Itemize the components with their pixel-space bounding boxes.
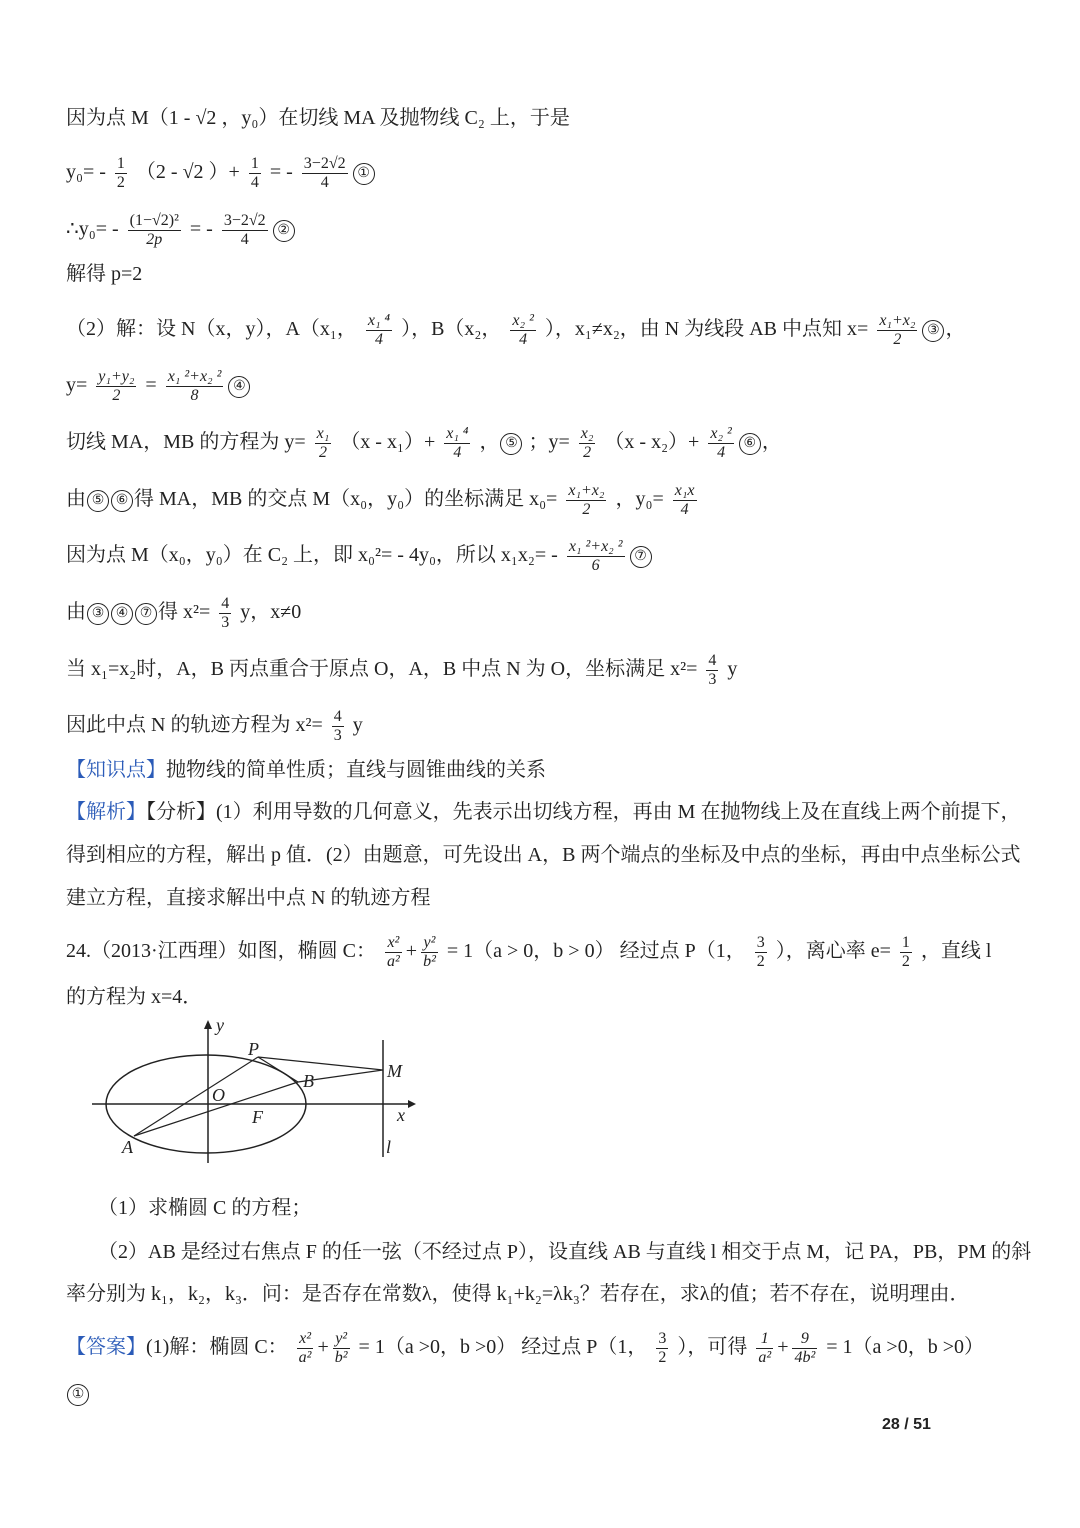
text: = xyxy=(145,374,157,397)
text: 由 xyxy=(66,488,86,511)
part-1: （1）求椭圆 C 的方程； xyxy=(98,1197,312,1219)
analysis-line-2: 得到相应的方程，解出 p 值．(2）由题意，可先设出 A，B 两个端点的坐标及中点的坐标，再由中点坐标公式 xyxy=(66,844,1021,866)
text: ），B（x₂， xyxy=(401,318,502,341)
analysis-text: 【分析】(1）利用导数的几何意义，先表示出切线方程，再由 M 在抛物线上及在直线上两个前提下， xyxy=(146,801,1021,823)
circled-number: ⑦ xyxy=(135,603,157,625)
analysis-line-1 xyxy=(66,800,1020,824)
fraction: $\frac{\text{x₁}}{2}$ xyxy=(316,425,330,461)
text: 因为点 M（x₀，y₀）在 C₂ 上，即 x₀²= - 4y₀，所以 x₁x₂= - xyxy=(66,544,558,567)
line-6 xyxy=(66,368,251,405)
circled-number: ⑤ xyxy=(87,490,109,512)
line-10 xyxy=(66,595,301,632)
text: （2 - √2 ）+ xyxy=(135,161,240,184)
fraction: $\frac{\text{x₁+x₂}}{2}$ xyxy=(568,482,605,518)
label-o: O xyxy=(212,1085,225,1105)
fraction: $\frac{\text{(1−√2)²}}{2p}$ xyxy=(129,212,179,248)
ellipse-figure xyxy=(90,1015,430,1165)
circled-number: ① xyxy=(67,1384,89,1406)
text: y= xyxy=(66,374,88,397)
circled-number: ② xyxy=(273,220,295,242)
knowledge-point xyxy=(66,758,546,782)
fraction: $\frac{\text{x₁ ⁴}}{4}$ xyxy=(367,312,391,348)
text: = 1（a >0，b >0） xyxy=(826,1336,984,1359)
circled-number: ⑥ xyxy=(739,433,761,455)
text: 24.（2013·江西理）如图，椭圆 C： xyxy=(66,940,376,963)
label-x: x xyxy=(397,1105,405,1125)
fraction: $\frac{3}{2}$ xyxy=(658,1330,667,1366)
question-24-cont: 的方程为 x=4． xyxy=(66,986,203,1008)
circled-number: ④ xyxy=(111,603,133,625)
label-b: B xyxy=(303,1071,314,1091)
text: ；y= xyxy=(528,431,570,454)
text: ，直线 l xyxy=(920,940,992,963)
line-7: 切线 MA，MB 的方程为 y= $\frac{\text{x₁}}{2}$ （x - x₁）+ $\frac{\text{x₁ ⁴}}{4}$ ， ⑤ ；y= $\frac{\text{x₂}}{2}$ （x - x₂）+ $\frac{\text{x₂ ²}}{4}$ ⑥ ， xyxy=(66,425,782,461)
fraction: $\frac{\text{x₂}}{2}$ xyxy=(580,425,594,461)
fraction: $\frac{1}{4}$ xyxy=(250,155,259,191)
text: y，x≠0 xyxy=(240,601,302,624)
fraction: $\frac{\text{y²}}{\text{b²}}$ xyxy=(334,1330,348,1366)
fraction: $\frac{4}{3}$ xyxy=(333,708,342,744)
line-11 xyxy=(66,652,737,689)
text: = - xyxy=(269,161,293,184)
circled-number: ④ xyxy=(228,376,250,398)
text: 得 x²= xyxy=(158,601,211,624)
label-l: l xyxy=(386,1137,392,1157)
fraction: $\frac{\text{y²}}{\text{b²}}$ xyxy=(423,934,436,970)
circled-number: ① xyxy=(353,163,375,185)
line-1: 因为点 M（1 - √2 ，y₀）在切线 MA 及抛物线 C₂ 上，于是 xyxy=(66,107,570,129)
label-m: M xyxy=(387,1061,402,1081)
fraction: $\frac{\text{x²}}{\text{a²}}$ xyxy=(387,934,400,970)
text: 当 x₁=x₂时，A，B 丙点重合于原点 O，A，B 中点 N 为 O，坐标满足 x²= xyxy=(66,658,698,681)
x-axis-arrow xyxy=(408,1100,416,1108)
fraction: $\frac{3-2√2}{4}$ xyxy=(223,212,266,248)
fraction: $\frac{1}{2}$ xyxy=(116,155,125,191)
fraction: $\frac{\text{x₁+x₂}}{2}$ xyxy=(879,312,916,348)
fraction: $\frac{3}{2}$ xyxy=(756,934,765,970)
line-9 xyxy=(66,538,653,575)
answer-tag: 【答案】 xyxy=(66,1336,146,1359)
line-2 xyxy=(66,155,376,192)
circled-number: ③ xyxy=(87,603,109,625)
text: y xyxy=(352,714,363,737)
fraction: $\frac{\text{x₁ ⁴}}{4}$ xyxy=(446,425,469,461)
fraction: $\frac{\text{x₁x}}{4}$ xyxy=(674,482,695,518)
part-2-line-1: （2）AB 是经过右焦点 F 的任一弦（不经过点 P），设直线 AB 与直线 l 相交于点 M，记 PA，PB，PM 的斜 xyxy=(98,1241,1032,1263)
analysis-tag: 【解析】 xyxy=(66,801,146,823)
text: 因此中点 N 的轨迹方程为 x²= xyxy=(66,714,323,737)
line-8 xyxy=(66,482,701,519)
text: y₀= - xyxy=(66,161,106,184)
fraction: $\frac{1}{2}$ xyxy=(901,934,910,970)
text: ，y₀= xyxy=(615,488,664,511)
fraction: $\frac{\text{x₁ ²+x₂ ²}}{6}$ xyxy=(568,538,623,574)
line-5: （2）解：设 N（x，y），A（x₁， $\frac{\text{x₁ ⁴}}{4}$ ），B（x₂， $\frac{\text{x₂ ²}}{4}$ ），x₁≠x₂，由 N 为线段 AB 中点知 x= $\frac{\text{x₁+x₂}}{2}$ ③ ， xyxy=(66,312,966,348)
knowledge-point-text: 抛物线的简单性质；直线与圆锥曲线的关系 xyxy=(166,759,546,781)
text: 得 MA，MB 的交点 M（x₀，y₀）的坐标满足 x₀= xyxy=(134,488,558,511)
text: (1)解：椭圆 C： xyxy=(146,1336,288,1359)
answer-cont xyxy=(66,1382,90,1406)
line-3 xyxy=(66,212,296,249)
question-24: 24.（2013·江西理）如图，椭圆 C： $\frac{\text{x²}}{\text{a²}}$ + $\frac{\text{y²}}{\text{b²}}$ = 1（a > 0，b > 0） 经过点 P（1， $\frac{3}{2}$ ），离心率 e= $\frac{1}{2}$ ，直线 l xyxy=(66,934,992,970)
fraction: $\frac{\text{x₂ ²}}{4}$ xyxy=(710,425,732,461)
line-pa xyxy=(134,1057,258,1136)
fraction: $\frac{\text{x²}}{\text{a²}}$ xyxy=(298,1330,312,1366)
text: 由 xyxy=(66,601,86,624)
circled-number: ③ xyxy=(922,320,944,342)
knowledge-point-tag: 【知识点】 xyxy=(66,759,166,781)
text: y xyxy=(727,658,738,681)
text: = 1（a > 0，b > 0） 经过点 P（1， xyxy=(446,940,746,963)
text: = - xyxy=(189,218,213,241)
circled-number: ⑦ xyxy=(630,546,652,568)
line-4: 解得 p=2 xyxy=(66,263,143,285)
text: ∴y₀= - xyxy=(66,218,119,241)
text: （2）解：设 N（x，y），A（x₁， xyxy=(66,318,357,341)
fraction: $\frac{9}{\text{4b²}}$ xyxy=(794,1330,816,1366)
page-number: 28 / 51 xyxy=(882,1416,931,1433)
text: = 1（a >0，b >0） 经过点 P（1， xyxy=(358,1336,648,1359)
fraction: $\frac{\text{x₁ ²+x₂ ²}}{8}$ xyxy=(167,368,222,404)
text: ），x₁≠x₂，由 N 为线段 AB 中点知 x= xyxy=(544,318,869,341)
fraction: $\frac{\text{y₁+y₂}}{2}$ xyxy=(98,368,135,404)
text: ），离心率 e= xyxy=(775,940,891,963)
label-y: y xyxy=(216,1015,224,1035)
fraction: $\frac{1}{\text{a²}}$ xyxy=(758,1330,772,1366)
fraction: $\frac{4}{3}$ xyxy=(221,595,230,631)
text: ， xyxy=(479,431,500,454)
part-2-line-2: 率分别为 k₁，k₂，k₃．问：是否存在常数λ，使得 k₁+k₂=λk₃？若存在，求λ的值；若不存在，说明理由． xyxy=(66,1283,970,1305)
label-p: P xyxy=(248,1039,259,1059)
fraction: $\frac{4}{3}$ xyxy=(708,652,717,688)
fraction: $\frac{\text{x₂ ²}}{4}$ xyxy=(512,312,534,348)
line-12 xyxy=(66,708,363,745)
y-axis-arrow xyxy=(204,1020,212,1029)
text: ），可得 xyxy=(677,1336,748,1359)
text: （x - x₁）+ xyxy=(340,431,436,454)
circled-number: ⑥ xyxy=(111,490,133,512)
analysis-line-3: 建立方程，直接求解出中点 N 的轨迹方程 xyxy=(66,887,431,909)
label-f: F xyxy=(252,1107,263,1127)
answer-line: 【答案】(1)解：椭圆 C： $\frac{\text{x²}}{\text{a²}}$ + $\frac{\text{y²}}{\text{b²}}$ = 1（a >0，b >0） 经过点 P（1， $\frac{3}{2}$ ），可得 $\frac{1}{\text{a²}}$ + $\frac{9}{\text{4b²}}$ = 1（a >0，b >0） xyxy=(66,1330,984,1366)
circled-number: ⑤ xyxy=(500,433,522,455)
text: （x - x₂）+ xyxy=(604,431,700,454)
fraction: $\frac{3-2√2}{4}$ xyxy=(303,155,346,191)
text: 切线 MA，MB 的方程为 y= xyxy=(66,431,306,454)
label-a: A xyxy=(122,1137,133,1157)
